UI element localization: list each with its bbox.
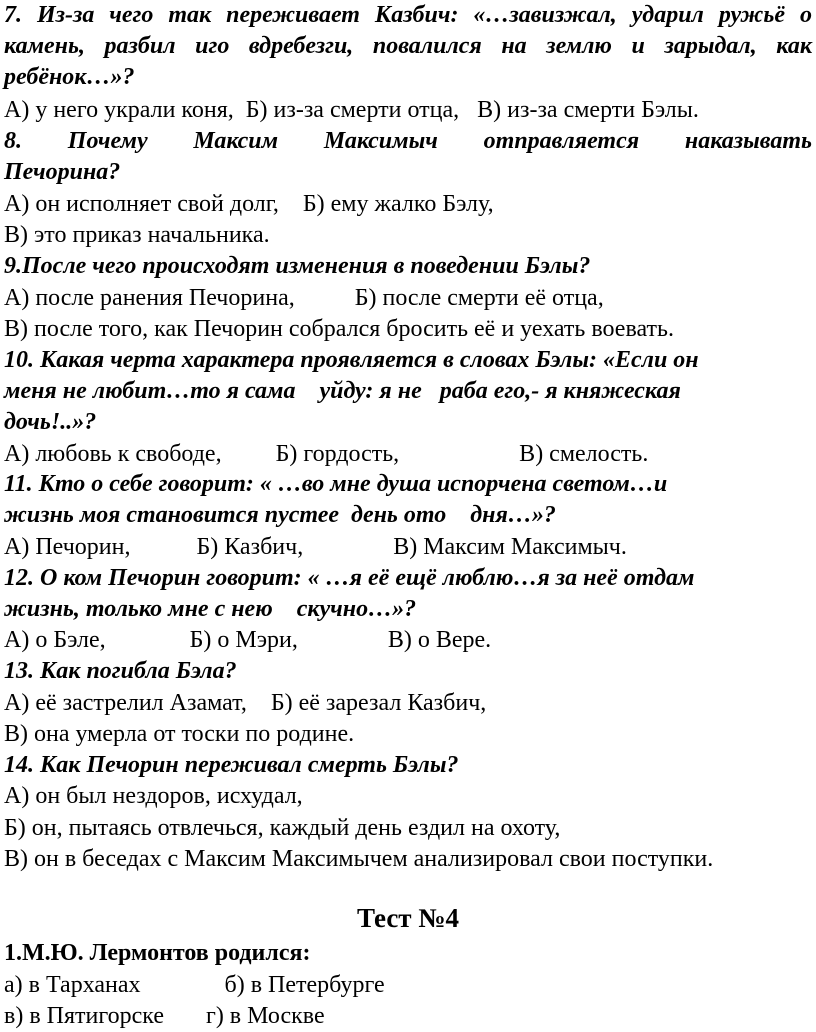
text-line: Печорина? <box>4 159 121 185</box>
text-line: В) это приказ начальника. <box>4 222 270 248</box>
text-line: дочь!..»? <box>4 409 97 435</box>
text-line: ребёнок…»? <box>4 64 135 90</box>
text-line: А) любовь к свободе, Б) гордость, В) смелость. <box>4 441 649 467</box>
text-line: А) он был нездоров, исхудал, <box>4 783 303 809</box>
text-line: камень, разбил иго вдребезги, повалился на землю и зарыдал, как <box>4 33 812 59</box>
text-line: В) после того, как Печорин собрался бросить её и уехать воевать. <box>4 316 674 342</box>
text-line: 11. Кто о себе говорит: « …во мне душа испорчена светом…и <box>4 471 668 497</box>
test4-question-1: 1.М.Ю. Лермонтов родился: <box>4 940 311 966</box>
text-line: меня не любит…то я сама уйду: я не раба его,- я княжеская <box>4 378 681 404</box>
text-line: 12. О ком Печорин говорит: « …я её ещё люблю…я за неё отдам <box>4 565 695 591</box>
text-line: А) её застрелил Азамат, Б) её зарезал Казбич, <box>4 690 487 716</box>
test-title: Тест №4 <box>357 903 459 933</box>
test4-options-line-1: а) в Тарханах б) в Петербурге <box>4 972 385 998</box>
text-line: жизнь моя становится пустее день ото дня…»? <box>4 502 556 528</box>
text-line: А) Печорин, Б) Казбич, В) Максим Максимыч. <box>4 534 627 560</box>
text-line: 9.После чего происходят изменения в поведении Бэлы? <box>4 253 591 279</box>
text-line: 10. Какая черта характера проявляется в словах Бэлы: «Если он <box>4 347 699 373</box>
text-line: А) у него украли коня, Б) из-за смерти отца, В) из-за смерти Бэлы. <box>4 97 699 123</box>
text-line: Б) он, пытаясь отвлечься, каждый день ездил на охоту, <box>4 815 561 841</box>
text-line: А) о Бэле, Б) о Мэри, В) о Вере. <box>4 627 492 653</box>
text-line: 14. Как Печорин переживал смерть Бэлы? <box>4 752 459 778</box>
test4-options-line-2: в) в Пятигорске г) в Москве <box>4 1003 325 1029</box>
text-line: В) она умерла от тоски по родине. <box>4 721 355 747</box>
text-line: 13. Как погибла Бэла? <box>4 658 237 684</box>
text-line: А) после ранения Печорина, Б) после смерти её отца, <box>4 285 604 311</box>
text-line: В) он в беседах с Максим Максимычем анализировал свои поступки. <box>4 846 714 872</box>
text-line: жизнь, только мне с нею скучно…»? <box>4 596 417 622</box>
text-line: А) он исполняет свой долг, Б) ему жалко Бэлу, <box>4 191 494 217</box>
text-line: 7. Из-за чего так переживает Казбич: «…завизжал, ударил ружьё о <box>4 2 812 28</box>
text-line: 8. Почему Максим Максимыч отправляется наказывать <box>4 128 812 154</box>
